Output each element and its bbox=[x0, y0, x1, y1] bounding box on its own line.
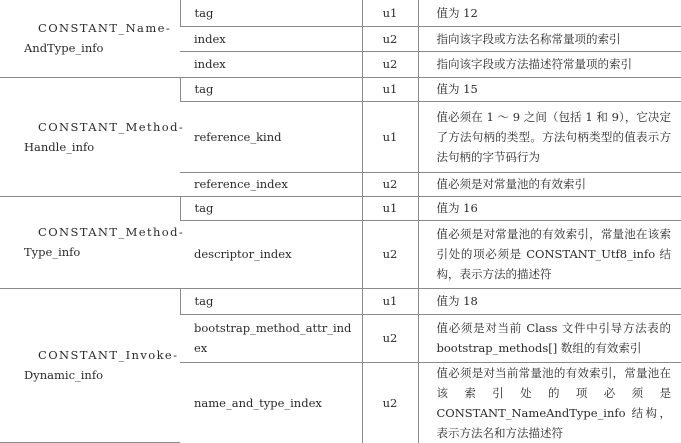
description-cell: 值必须在 1 ～ 9 之间（包括 1 和 9），它决定了方法句柄的类型。方法句柄类型的值表示方法句柄的字节码行为 bbox=[418, 101, 681, 172]
table-row bbox=[0, 0, 681, 26]
table-row bbox=[0, 288, 681, 314]
constant-name-cell: CONSTANT_Method- Handle_info bbox=[0, 77, 180, 196]
description-cell: 值为 16 bbox=[418, 196, 681, 220]
field-cell: tag bbox=[180, 77, 362, 101]
field-cell: tag bbox=[180, 288, 362, 314]
field-cell: tag bbox=[180, 0, 362, 26]
type-cell: u2 bbox=[362, 26, 418, 51]
description-cell: 值必须是对当前 Class 文件中引导方法表的 bootstrap_methods[] 数组的有效索引 bbox=[418, 314, 681, 362]
type-cell: u1 bbox=[362, 0, 418, 26]
description-cell: 值为 12 bbox=[418, 0, 681, 26]
constant-name-cell: CONSTANT_Name- AndType_info bbox=[0, 0, 180, 77]
description-cell: 指向该字段或方法名称常量项的索引 bbox=[418, 26, 681, 51]
description-cell: 指向该字段或方法描述符常量项的索引 bbox=[418, 51, 681, 77]
type-cell: u2 bbox=[362, 362, 418, 443]
type-cell: u1 bbox=[362, 77, 418, 101]
table-row bbox=[0, 196, 681, 220]
type-cell: u2 bbox=[362, 314, 418, 362]
type-cell: u1 bbox=[362, 196, 418, 220]
constant-name-cell: CONSTANT_Invoke- Dynamic_info bbox=[0, 288, 180, 443]
type-cell: u2 bbox=[362, 51, 418, 77]
field-cell: name_and_type_index bbox=[180, 362, 362, 443]
description-cell: 值必须是对常量池的有效索引，常量池在该索引处的项必须是 CONSTANT_Utf8_info 结构，表示方法的描述符 bbox=[418, 220, 681, 288]
description-cell: 值必须是对常量池的有效索引 bbox=[418, 172, 681, 196]
field-cell: descriptor_index bbox=[180, 220, 362, 288]
description-cell: 值必须是对当前常量池的有效索引，常量池在该索引处的项必须是 CONSTANT_NameAndType_info 结构，表示方法名和方法描述符 bbox=[418, 362, 681, 443]
field-cell: index bbox=[180, 26, 362, 51]
type-cell: u2 bbox=[362, 172, 418, 196]
field-cell: reference_kind bbox=[180, 101, 362, 172]
field-cell: bootstrap_method_attr_index bbox=[180, 314, 362, 362]
constant-name-cell: CONSTANT_Method- Type_info bbox=[0, 196, 180, 288]
field-cell: reference_index bbox=[180, 172, 362, 196]
field-cell: tag bbox=[180, 196, 362, 220]
type-cell: u1 bbox=[362, 101, 418, 172]
type-cell: u2 bbox=[362, 220, 418, 288]
type-cell: u1 bbox=[362, 288, 418, 314]
description-cell: 值为 18 bbox=[418, 288, 681, 314]
description-cell: 值为 15 bbox=[418, 77, 681, 101]
field-cell: index bbox=[180, 51, 362, 77]
table-row bbox=[0, 77, 681, 101]
